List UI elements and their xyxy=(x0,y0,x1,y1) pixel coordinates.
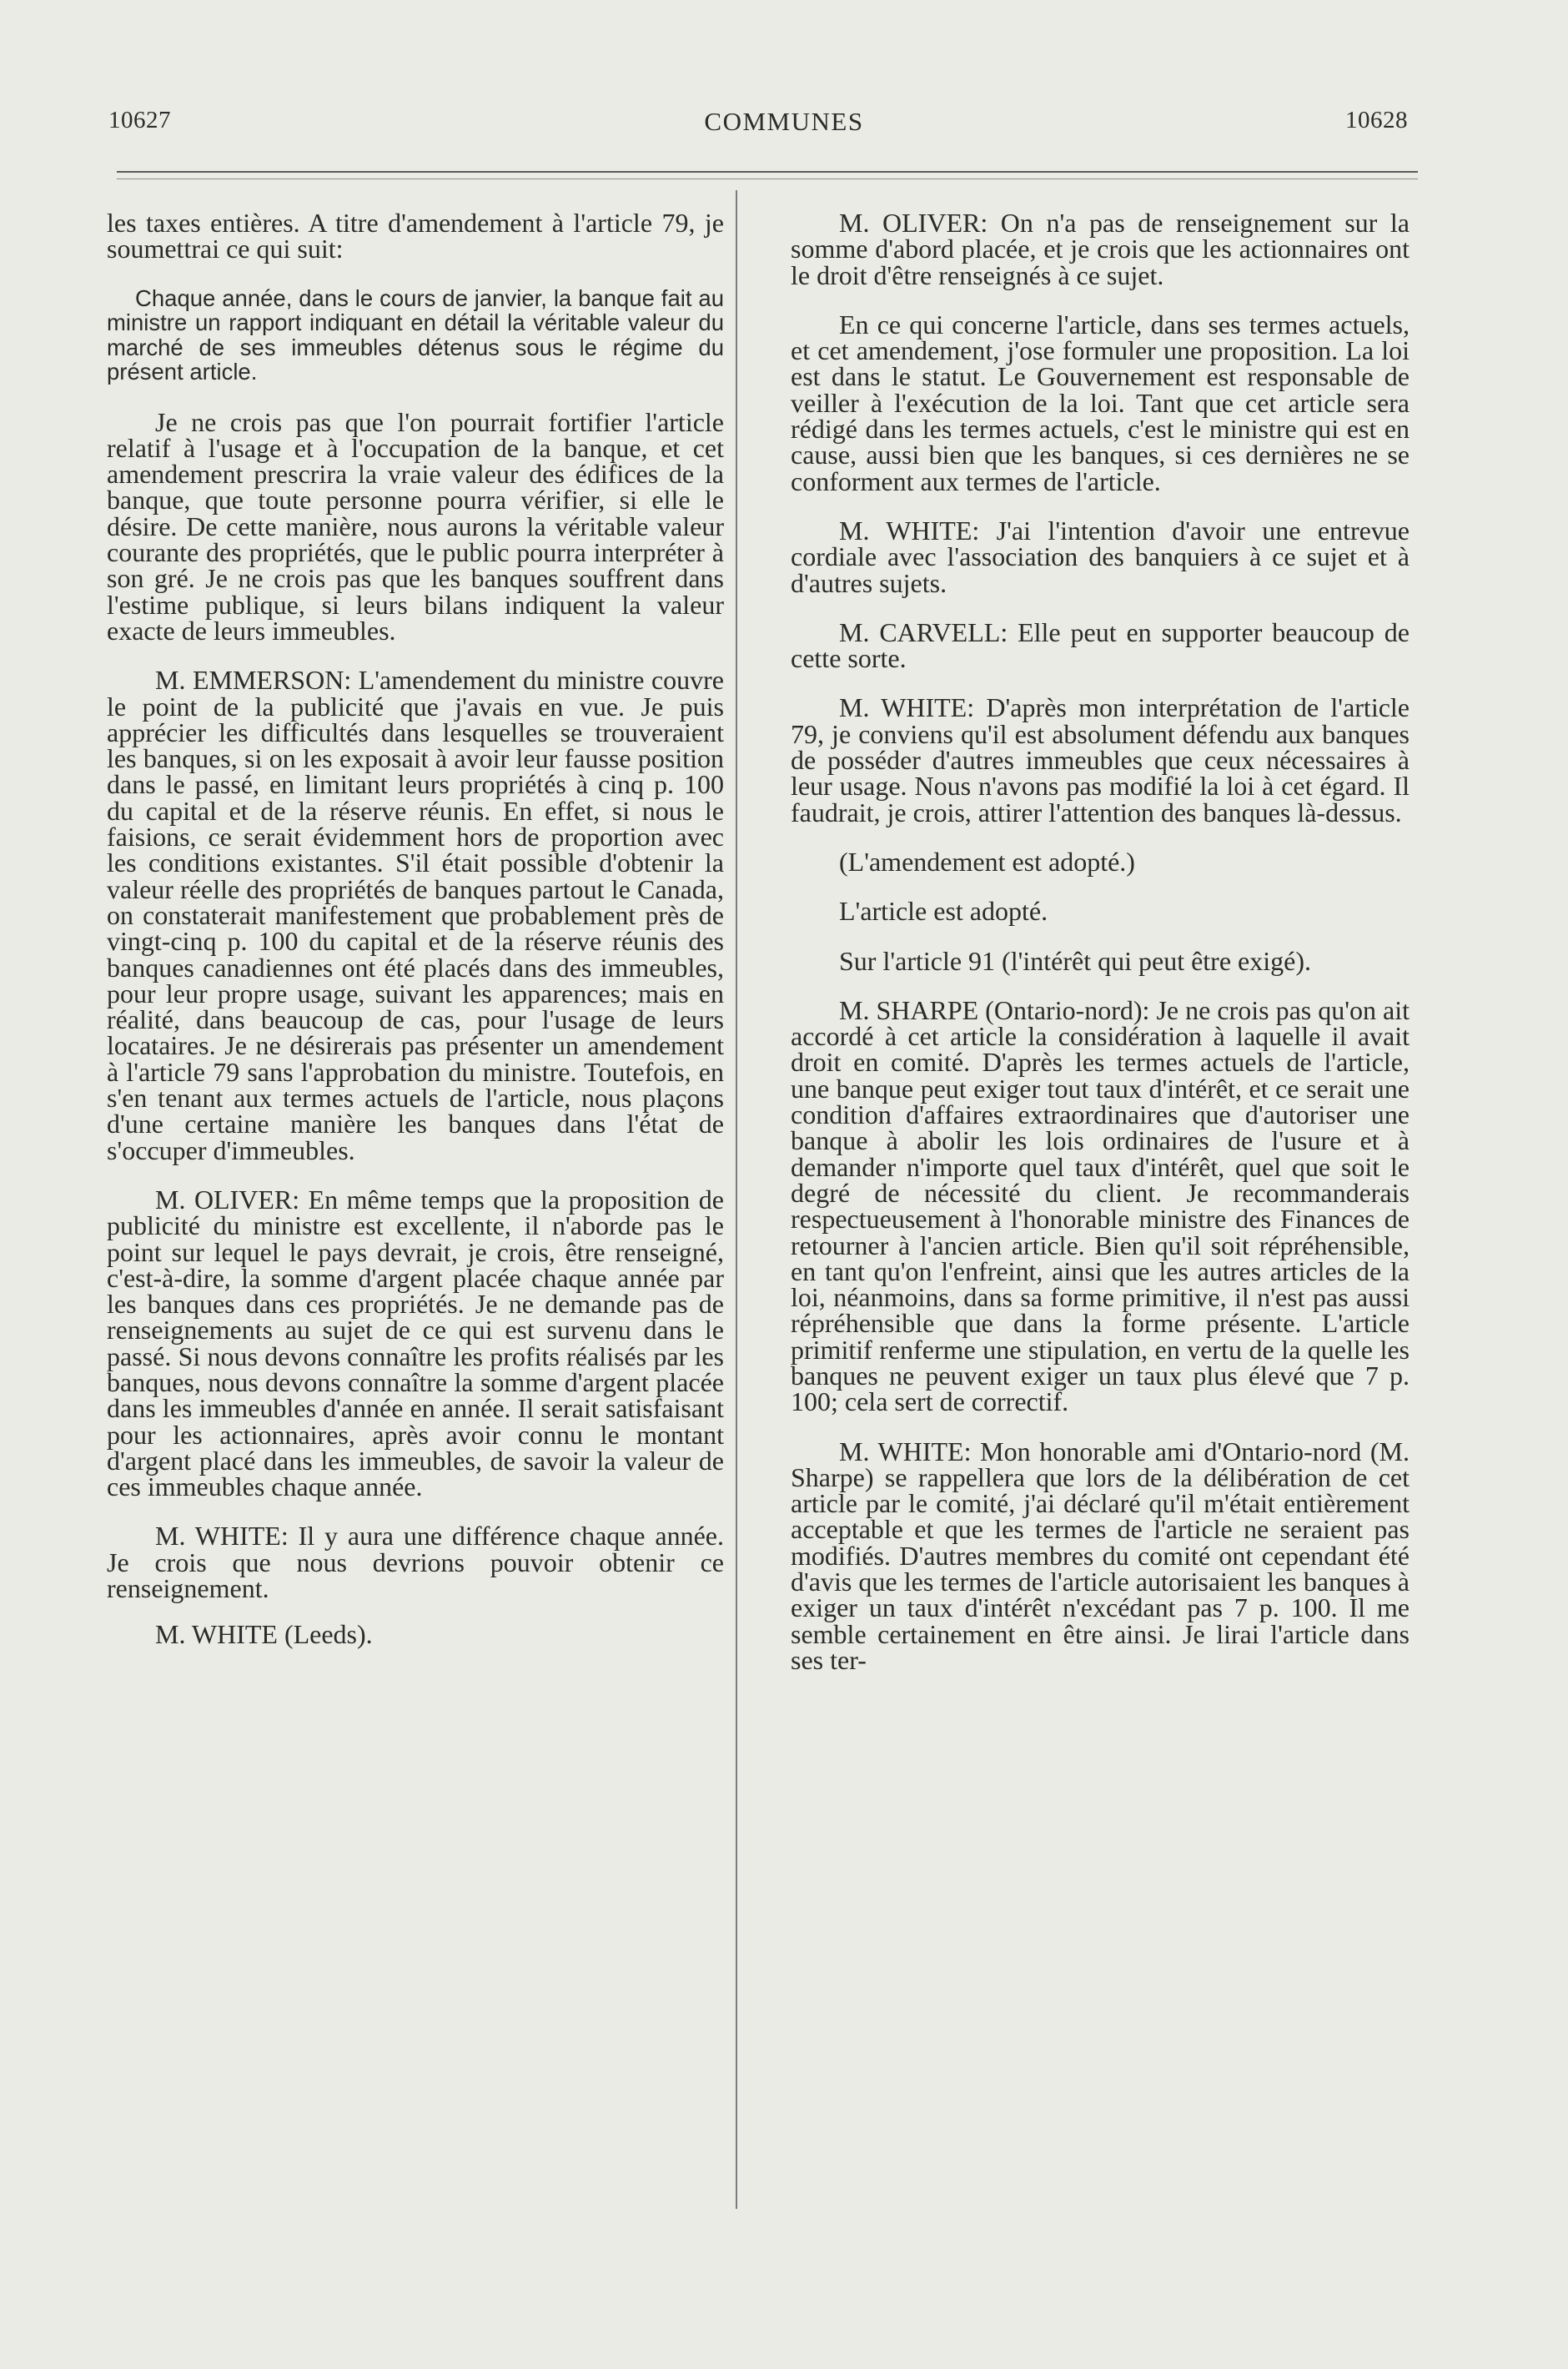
speech-oliver: M. OLIVER: On n'a pas de renseignement sur la somme d'abord placée, et je crois que les actionnaires ont le droit d'être renseignés à ce sujet. xyxy=(791,208,1410,290)
speech-white: M. WHITE: D'après mon interprétation de l'article 79, je conviens qu'il est absolument défendu aux banques de posséder d'autres immeubles que ceux nécessaires à leur usage. Nous n'avons pas modifié la loi à cet égard. Il faudrait, je crois, attirer l'attention des banques là-dessus. xyxy=(791,692,1410,827)
paragraph: Je ne crois pas que l'on pourrait fortifier l'article relatif à l'usage et à l'occupation de la banque, et cet amendement prescrira la vraie valeur des édifices de la banque, que toute personne pourra vérifier, si elle le désire. De cette manière, nous aurons la véritable valeur courante des propriétés, que le public pourra interpréter à son gré. Je ne crois pas que les banques souffrent dans l'estime publique, si leurs bilans indiquent la valeur exacte de leurs immeubles. xyxy=(107,406,724,646)
speech-white: M. WHITE: Mon honorable ami d'Ontario-nord (M. Sharpe) se rappellera que lors de la délibération de cet article par le comité, j'ai déclaré qu'il m'était entièrement acceptable et que les termes de l'article ne seraient pas modifiés. D'autres membres du comité ont cependant été d'avis que les termes de l'article autorisaient les banques à exiger un taux d'intérêt n'excédant pas 7 p. 100. Il me semble certainement en être ainsi. Je lirai l'article dans ses ter- xyxy=(791,1436,1410,1675)
speech-carvell: M. CARVELL: Elle peut en supporter beaucoup de cette sorte. xyxy=(791,616,1410,674)
running-title: COMMUNES xyxy=(704,107,864,136)
speech-sharpe: M. SHARPE (Ontario-nord): Je ne crois pas qu'on ait accordé à cet article la considération à laquelle il avait droit en comité. D'après les termes actuels de l'article, une banque peut exiger tout taux d'intérêt, et ce serait une condition d'affaires extraordinaires que d'autoriser une banque à abolir les lois ordinaires de l'usure et à demander n'importe quel taux d'intérêt, quel que soit le degré de nécessité du client. Je recommanderais respectueusement à l'honorable ministre des Finances de retourner à l'ancien article. Bien qu'il soit répréhensible, en tant qu'on l'enfreint, ainsi que les autres articles de la loi, néanmoins, dans sa forme primitive, il n'est pas aussi répréhensible que dans la forme présente. L'article primitif renferme une stipulation, en vertu de la quelle les banques ne peuvent exiger un taux plus élevé que 7 p. 100; cela sert de correctif. xyxy=(791,994,1410,1417)
left-column xyxy=(107,210,724,1672)
speech-white: M. WHITE: Il y aura une différence chaque année. Je crois que nous devrions pouvoir obtenir ce renseignement. xyxy=(107,1521,724,1604)
paragraph: En ce qui concerne l'article, dans ses termes actuels, et cet amendement, j'ose formuler une proposition. La loi est dans le statut. Le Gouvernement est responsable de veiller à l'exécution de la loi. Tant que cet article sera rédigé dans les termes actuels, c'est le ministre qui est en cause, aussi bien que les banques, si ces dernières ne se conforment aux termes de l'article. xyxy=(791,309,1410,496)
paragraph: les taxes entières. A titre d'amendement à l'article 79, je soumettrai ce qui suit: xyxy=(107,208,724,264)
procedural-note: (L'amendement est adopté.) xyxy=(839,846,1135,877)
header-rule xyxy=(117,171,1418,173)
speech-emmerson: M. EMMERSON: L'amendement du ministre couvre le point de la publicité que j'avais en vue. Je puis apprécier les difficultés dans lesquelles se trouveraient les banques, si on les exposait à avoir leur fausse position dans le passé, en limitant leurs propriétés à cinq p. 100 du capital et de la réserve réunis. En effet, si nous le faisions, ce serait évidemment hors de proportion avec les conditions existantes. S'il était possible d'obtenir la valeur réelle des propriétés de banques partout le Canada, on constaterait manifestement que probablement près de vingt-cinq p. 100 du capital et de la réserve réunis des banques canadiennes ont été placés dans des immeubles, pour leur propre usage, suivant les apparences; mais en réalité, dans beaucoup de cas, pour l'usage de leurs locataires. Je ne désirerais pas présenter un amendement à l'article 79 sans l'approbation du ministre. Toutefois, en s'en tenant aux termes actuels de l'article, nous plaçons d'une certaine manière les banques dans l'état de s'occuper d'immeubles. xyxy=(107,665,724,1165)
column-divider xyxy=(736,190,737,2209)
speech-oliver: M. OLIVER: En même temps que la proposition de publicité du ministre est excellente, il n'aborde pas le point sur lequel le pays devrait, je crois, être renseigné, c'est-à-dire, la somme d'argent placée chaque année par les banques dans ces propriétés. Je ne demande pas de renseignements au sujet de ce qui est survenu dans le passé. Si nous devons connaître les profits réalisés par les banques, nous devons connaître la somme d'argent placée dans les immeubles d'année en année. Il serait satisfaisant pour les actionnaires, après avoir connu le montant d'argent placé dans les immeubles, de savoir la valeur de ces immeubles chaque année. xyxy=(107,1184,724,1502)
right-page-number: 10628 xyxy=(1345,107,1408,133)
procedural-note: L'article est adopté. xyxy=(839,896,1048,927)
right-column xyxy=(791,210,1410,1697)
speaker-white-leeds: M. WHITE (Leeds). xyxy=(155,1619,373,1650)
amendment-quote: Chaque année, dans le cours de janvier, la banque fait au ministre un rapport indiquant en détail la véritable valeur du marché de ses immeubles détenus sous le régime du présent article. xyxy=(107,284,724,385)
procedural-note: Sur l'article 91 (l'intérêt qui peut être exigé). xyxy=(839,945,1311,976)
speech-white: M. WHITE: J'ai l'intention d'avoir une entrevue cordiale avec l'association des banquiers à ce sujet et à d'autres sujets. xyxy=(791,515,1410,598)
left-page-number: 10627 xyxy=(108,107,171,133)
